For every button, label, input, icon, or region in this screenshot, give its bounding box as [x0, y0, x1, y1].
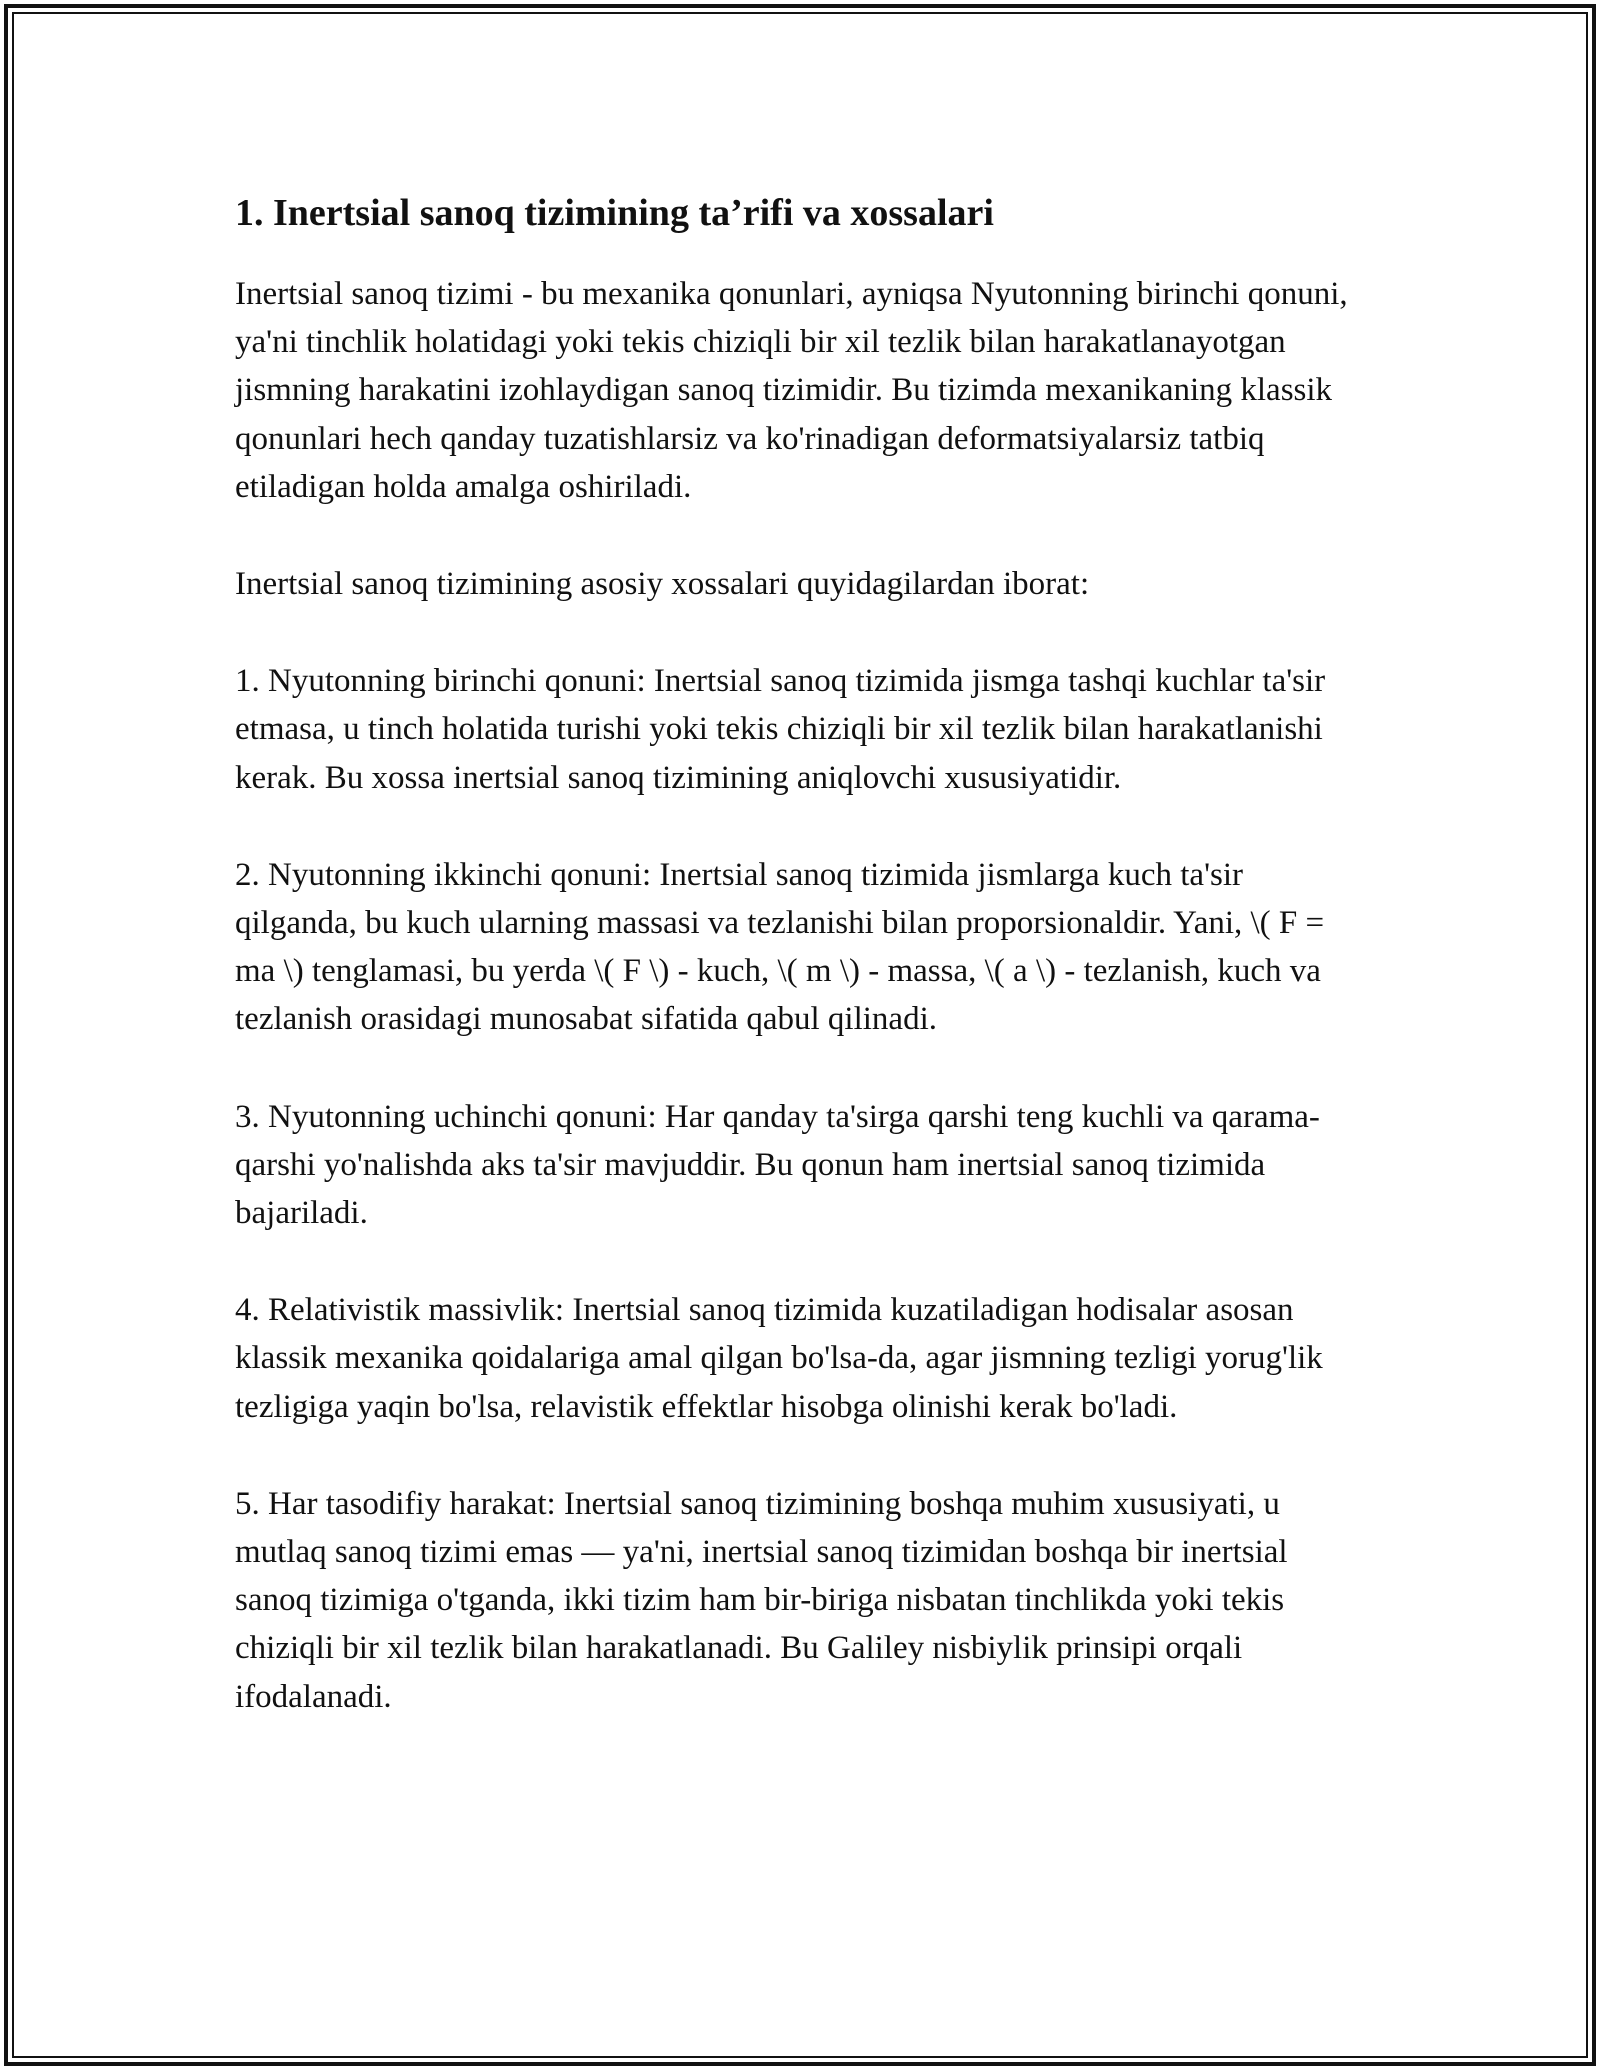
list-item-arbitrary-motion: 5. Har tasodifiy harakat: Inertsial sanoq tizimining boshqa muhim xususiyati, u mutlaq sanoq tizimi emas — ya'ni, inertsial sanoq tizimidan boshqa bir inertsial sanoq tizimiga o'tganda, ikki tizim ham bir-biriga nisbatan tinchlikda yoki tekis chiziqli bir xil tezlik bilan harakatlanadi. Bu Galiley nisbiylik prinsipi orqali ifodalanadi.	[235, 1485, 1288, 1715]
list-item-second-law: 2. Nyutonning ikkinchi qonuni: Inertsial sanoq tizimida jismlarga kuch ta'sir qilganda, bu kuch ularning massasi va tezlanishi bilan proporsionaldir. Yani, \( F = ma \) tenglamasi, bu yerda \( F \) - kuch, \( m \) - massa, \( a \) - tezlanish, kuch va tezlanish orasidagi munosabat sifatida qabul qilinadi.	[235, 856, 1325, 1038]
list-item-relativistic: 4. Relativistik massivlik: Inertsial sanoq tizimida kuzatiladigan hodisalar asosan klassik mexanika qoidalariga amal qilgan bo'lsa-da, agar jismning tezligi yorug'lik tezligiga yaqin bo'lsa, relavistik effektlar hisobga olinishi kerak bo'ladi.	[235, 1292, 1323, 1425]
document-body	[235, 186, 1370, 1770]
list-item-third-law: 3. Nyutonning uchinchi qonuni: Har qanday ta'sirga qarshi teng kuchli va qarama-qarshi yo'nalishda aks ta'sir mavjuddir. Bu qonun ham inertsial sanoq tizimida bajariladi.	[235, 1098, 1320, 1232]
intro-paragraph: Inertsial sanoq tizimi - bu mexanika qonunlari, ayniqsa Nyutonning birinchi qonuni, ya'ni tinchlik holatidagi yoki tekis chiziqli bir xil tezlik bilan harakatlanayotgan jismning harakatini izohlaydigan sanoq tizimidir. Bu tizimda mexanikaning klassik qonunlari hech qanday tuzatishlarsiz va ko'rinadigan deformatsiyalarsiz tatbiq etiladigan holda amalga oshiriladi.	[235, 276, 1348, 505]
section-heading: 1. Inertsial sanoq tizimining ta’rifi va xossalari	[235, 192, 994, 234]
list-item-first-law: 1. Nyutonning birinchi qonuni: Inertsial sanoq tizimida jismga tashqi kuchlar ta'sir etmasa, u tinch holatida turishi yoki tekis chiziqli bir xil tezlik bilan harakatlanishi kerak. Bu xossa inertsial sanoq tizimining aniqlovchi xususiyatidir.	[235, 663, 1326, 796]
properties-intro-paragraph: Inertsial sanoq tizimining asosiy xossalari quyidagilardan iborat:	[235, 566, 1090, 603]
